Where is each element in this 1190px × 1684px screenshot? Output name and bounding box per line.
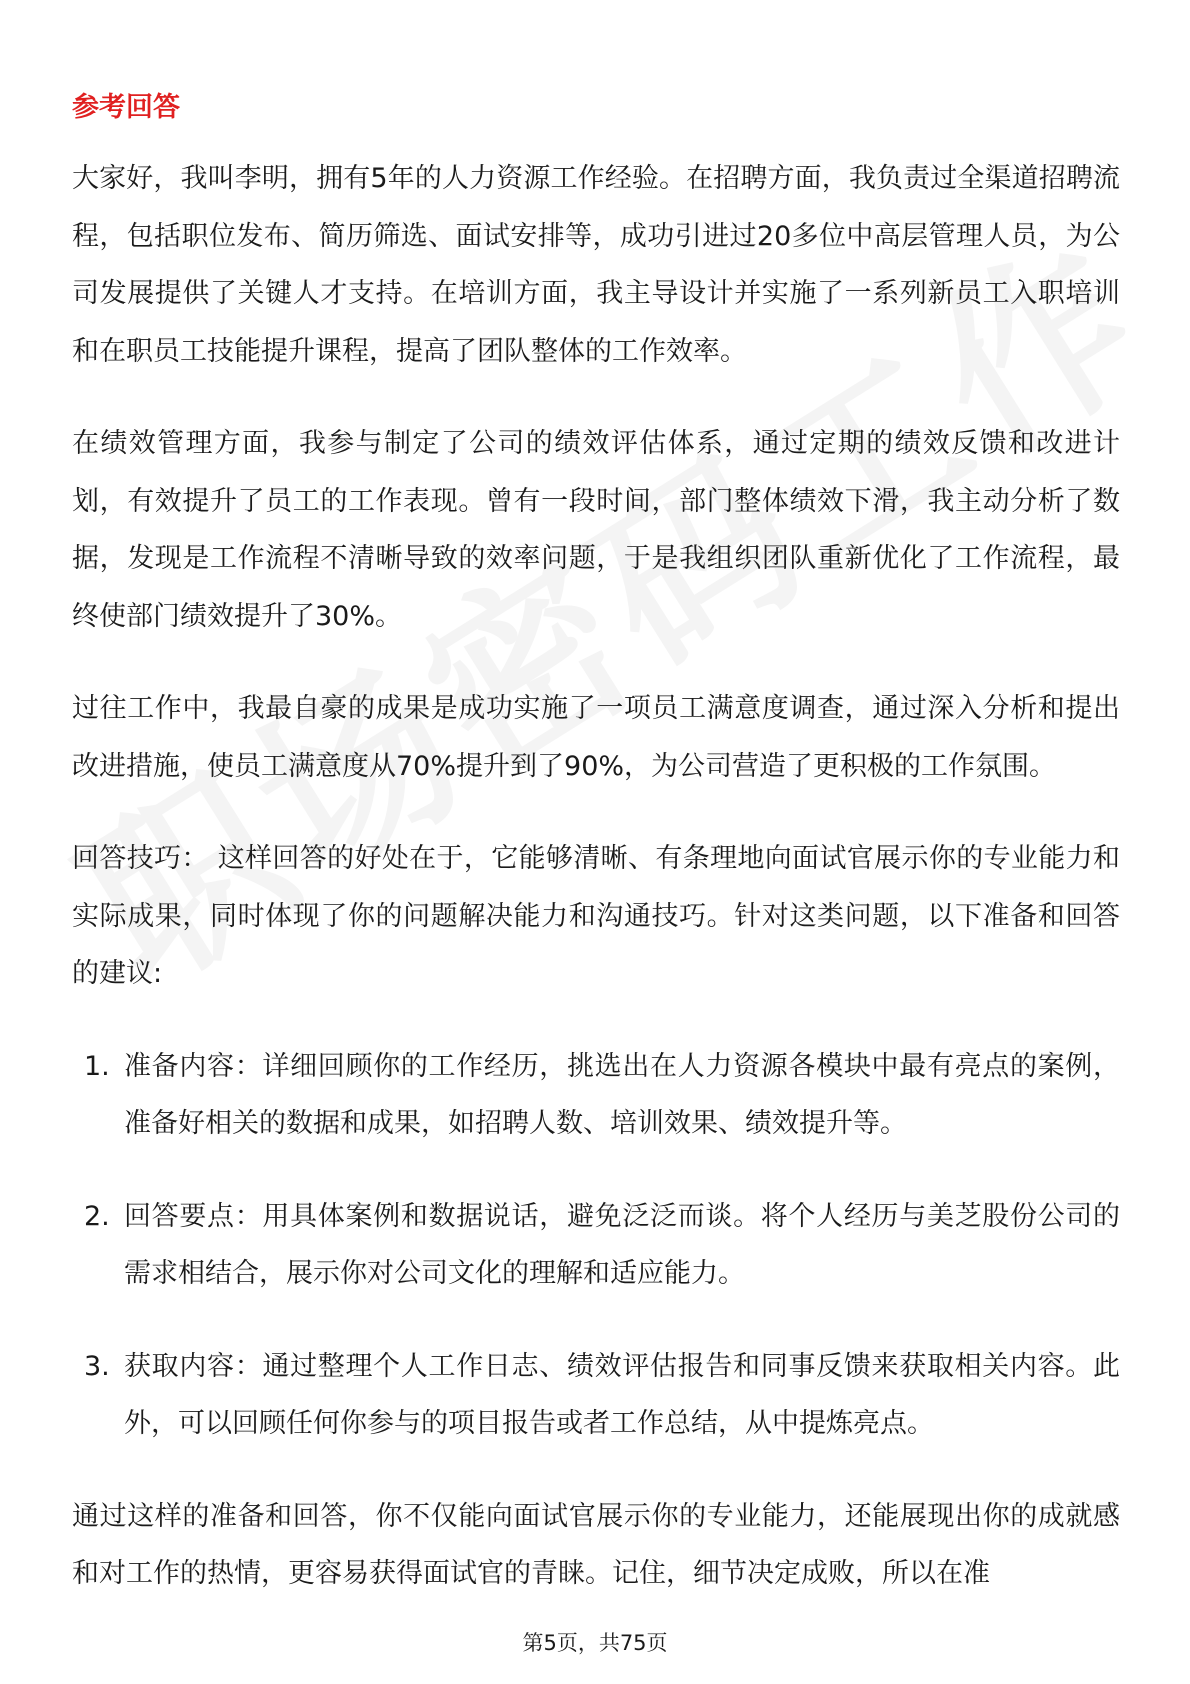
page-number-footer: 第5页，共75页 [522, 1631, 668, 1655]
intro-paragraph: 大家好，我叫李明，拥有5年的人力资源工作经验。在招聘方面，我负责过全渠道招聘流程，包括职位发布、简历筛选、面试安排等，成功引进过20多位中高层管理人员，为公司发展提供了关键人才支持。在培训方面，我主导设计并实施了一系列新员工入职培训和在职员工技能提升课程，提高了团队整体的工作效率。 [72, 163, 1120, 367]
list-item-number: 2. [84, 1200, 110, 1232]
list-item-number: 1. [84, 1050, 110, 1082]
list-item [72, 1038, 1120, 1153]
section-title: 参考回答 [72, 92, 180, 123]
list-item-text: 获取内容：通过整理个人工作日志、绩效评估报告和同事反馈来获取相关内容。此外，可以回顾任何你参与的项目报告或者工作总结，从中提炼亮点。 [124, 1350, 1120, 1439]
performance-paragraph: 在绩效管理方面，我参与制定了公司的绩效评估体系，通过定期的绩效反馈和改进计划，有效提升了员工的工作表现。曾有一段时间，部门整体绩效下滑，我主动分析了数据，发现是工作流程不清晰导致的效率问题，于是我组织团队重新优化了工作流程，最终使部门绩效提升了30%。 [72, 428, 1120, 632]
list-item-text: 回答要点：用具体案例和数据说话，避免泛泛而谈。将个人经历与美芝股份公司的需求相结合，展示你对公司文化的理解和适应能力。 [124, 1200, 1120, 1289]
closing-paragraph: 通过这样的准备和回答，你不仅能向面试官展示你的专业能力，还能展现出你的成就感和对工作的热情，更容易获得面试官的青睐。记住，细节决定成败，所以在准 [72, 1500, 1120, 1589]
achievement-paragraph: 过往工作中，我最自豪的成果是成功实施了一项员工满意度调查，通过深入分析和提出改进措施，使员工满意度从70%提升到了90%，为公司营造了更积极的工作氛围。 [72, 693, 1120, 782]
suggestion-list [72, 1038, 1120, 1453]
list-item [72, 1338, 1120, 1453]
content-area [72, 88, 1120, 1638]
list-item-text: 准备内容：详细回顾你的工作经历，挑选出在人力资源各模块中最有亮点的案例，准备好相关的数据和成果，如招聘人数、培训效果、绩效提升等。 [124, 1050, 1120, 1139]
tips-paragraph: 回答技巧： 这样回答的好处在于，它能够清晰、有条理地向面试官展示你的专业能力和实际成果，同时体现了你的问题解决能力和沟通技巧。针对这类问题，以下准备和回答的建议: [72, 843, 1120, 989]
list-item-number: 3. [84, 1350, 110, 1382]
list-item [72, 1188, 1120, 1303]
